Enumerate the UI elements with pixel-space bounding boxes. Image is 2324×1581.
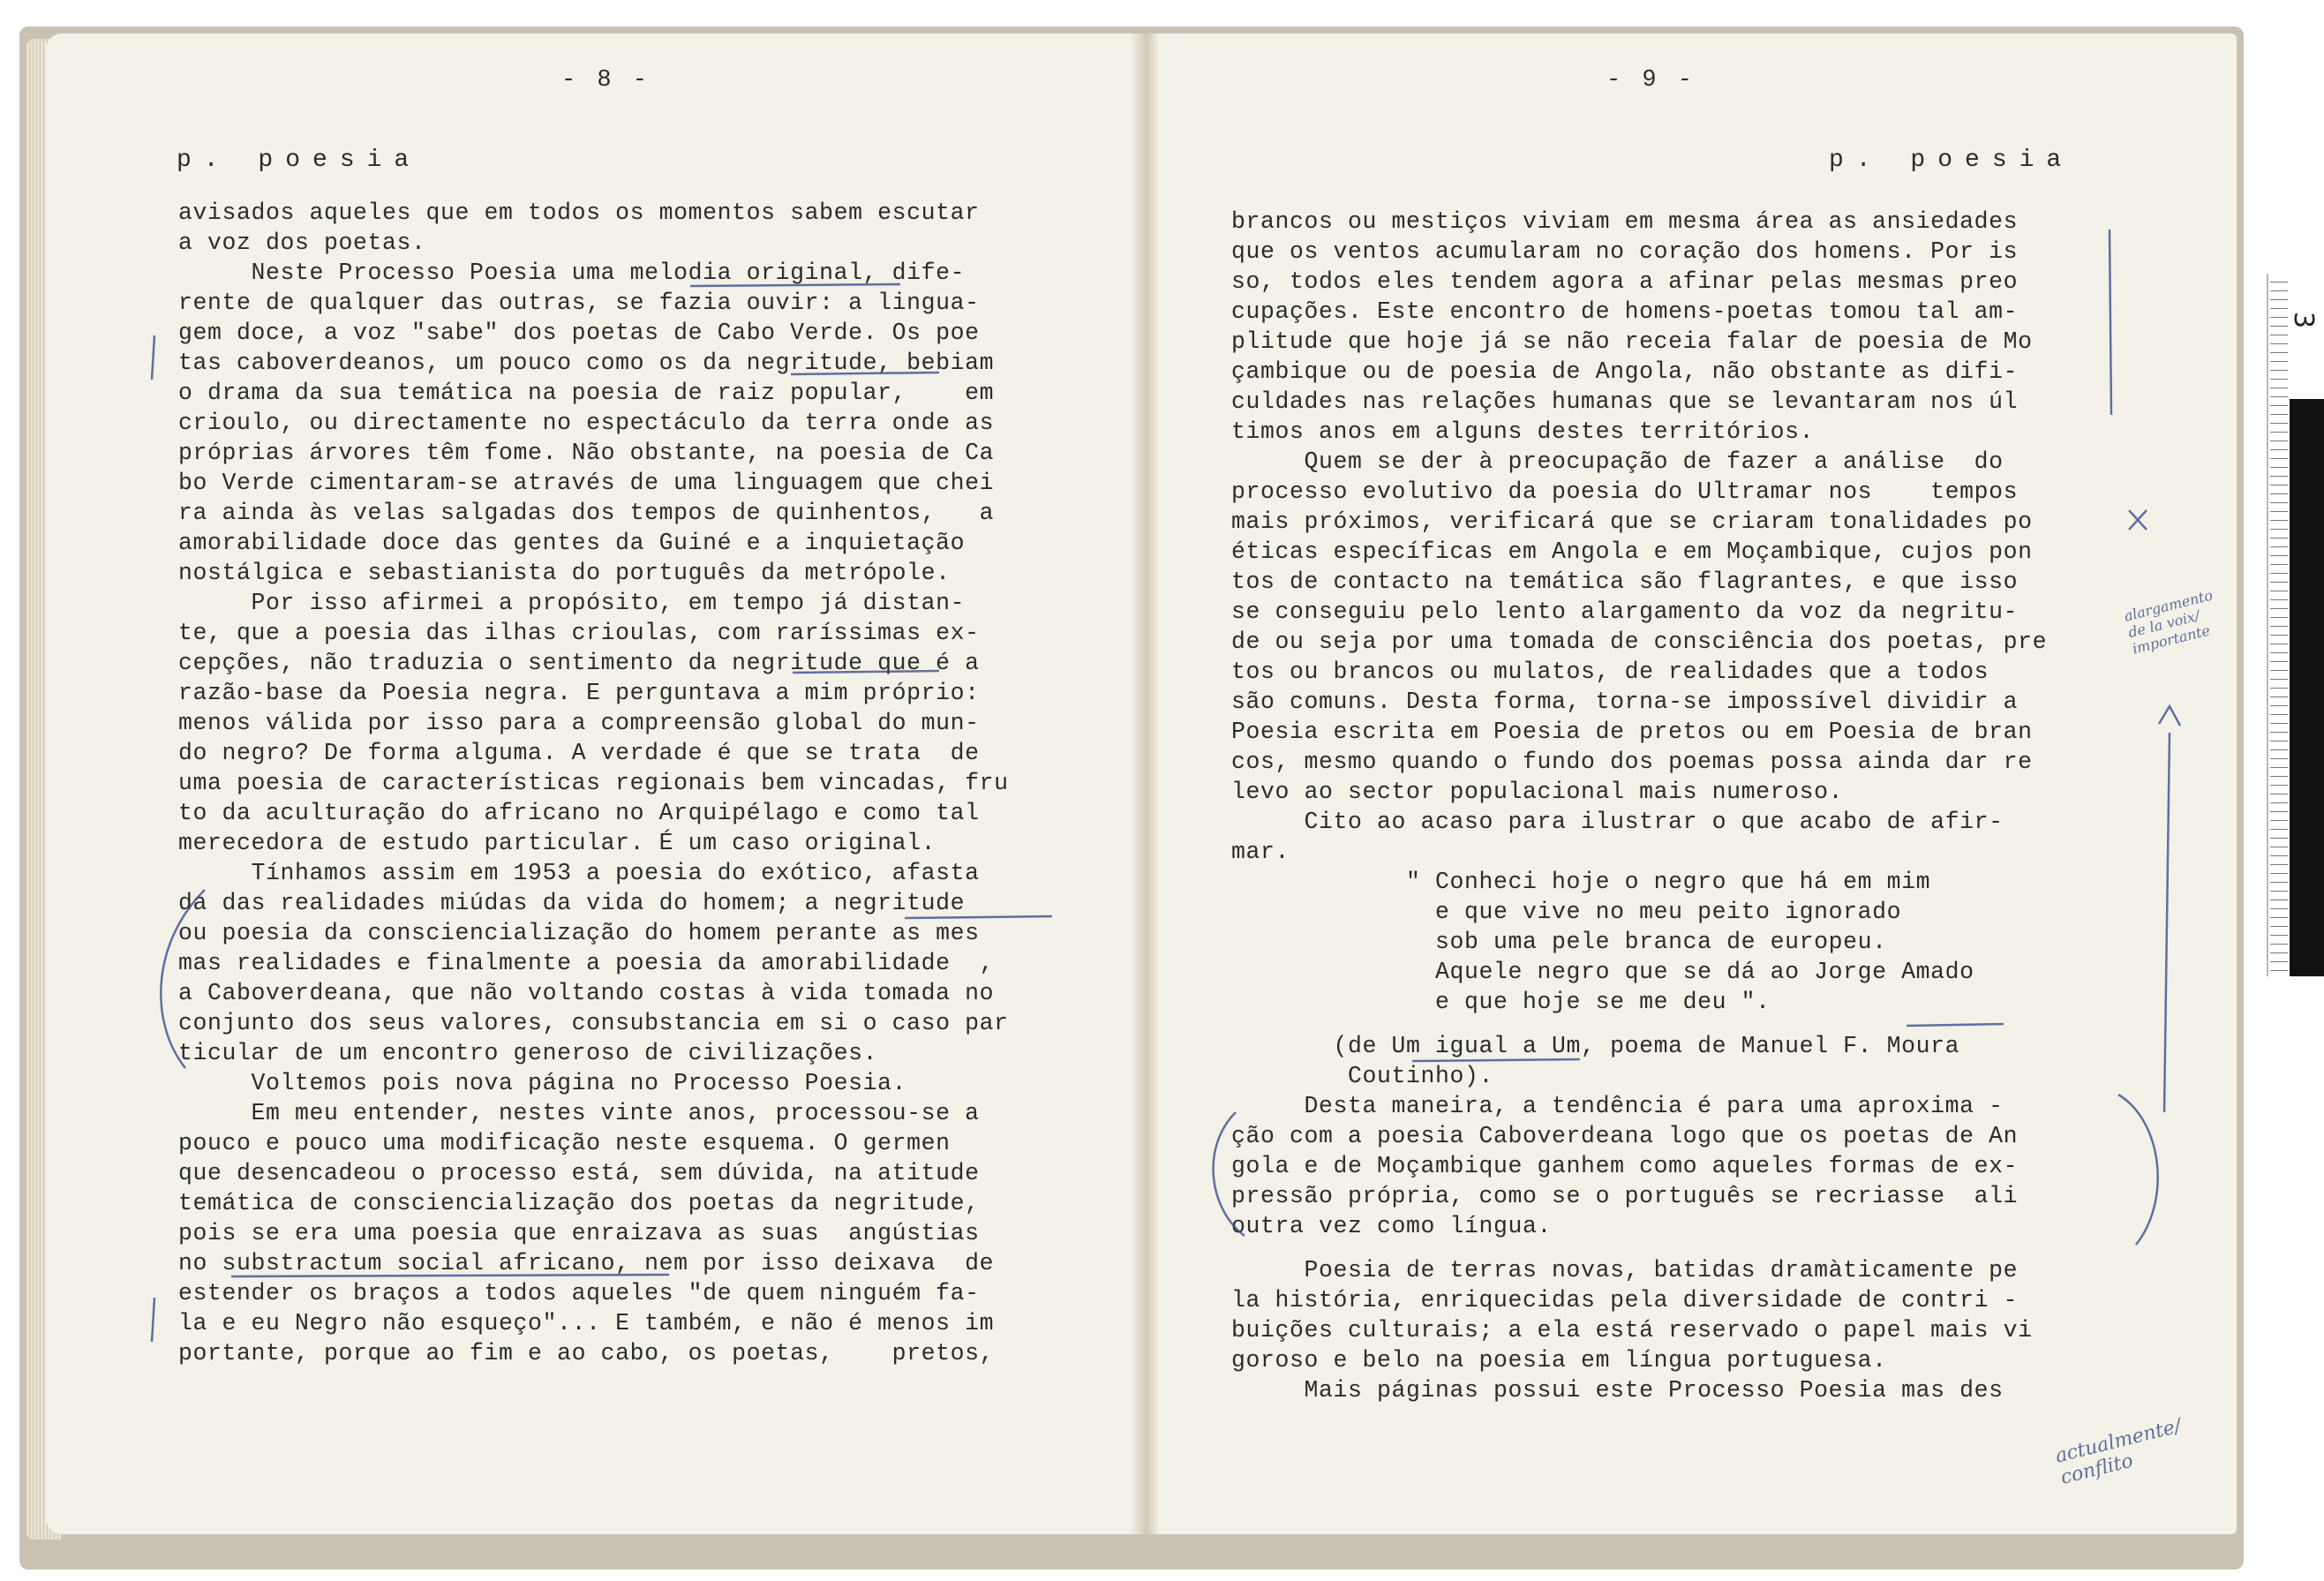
right-line: cupações. Este encontro de homens-poetas tomou tal am-	[1231, 298, 2019, 325]
poem-line: e que vive no meu peito ignorado	[1231, 899, 1902, 925]
right-line: timos anos em alguns destes territórios.	[1231, 418, 1815, 445]
right-line: Poesia escrita em Poesia de pretos ou em Poesia de bran	[1231, 719, 2033, 745]
bracket-mark	[161, 890, 205, 1068]
poem-line: sob uma pele branca de europeu.	[1231, 929, 1887, 955]
left-line: Tínhamos assim em 1953 a poesia do exótico, afasta	[178, 860, 980, 886]
margin-line-mark	[152, 1298, 154, 1342]
bracket-mark	[1214, 1112, 1245, 1236]
left-line: Voltemos pois nova página no Processo Poesia.	[178, 1070, 907, 1096]
left-line: razão-base da Poesia negra. E perguntava a mim próprio:	[178, 680, 980, 706]
margin-note: alargamento de la voix/ importante	[2122, 586, 2215, 658]
right-line: de ou seja por uma tomada de consciência dos poetas, pre	[1231, 629, 2048, 655]
left-line: conjunto dos seus valores, consubstancia em si o caso par	[178, 1010, 1009, 1036]
left-line: la e eu Negro não esqueço"... E também, e não é menos im	[178, 1310, 995, 1336]
right-line: culdades nas relações humanas que se levantaram nos úl	[1231, 388, 2019, 415]
underline-mark	[1412, 1059, 1580, 1061]
left-line: cepções, não traduzia o sentimento da negritude que é a	[178, 650, 980, 676]
ruler-black-band	[2290, 399, 2324, 976]
left-line: ra ainda às velas salgadas dos tempos de quinhentos, a	[178, 500, 995, 526]
left-page-number: - 8 -	[561, 67, 651, 94]
poem-line: e que hoje se me deu ".	[1231, 989, 1771, 1015]
right-page-header: p. poesia	[1829, 147, 2074, 174]
underline-mark	[791, 373, 939, 374]
left-line: próprias árvores têm fome. Não obstante, na poesia de Ca	[178, 440, 995, 466]
underline-mark	[690, 284, 900, 286]
left-line: mas realidades e finalmente a poesia da amorabilidade ,	[178, 950, 995, 976]
poem-citation: (de Um igual a Um, poema de Manuel F. Moura	[1231, 1033, 1960, 1059]
right-line: tos ou brancos ou mulatos, de realidades que a todos	[1231, 659, 1989, 685]
underline-mark	[1907, 1024, 2004, 1026]
left-line: a voz dos poetas.	[178, 230, 426, 256]
left-line: no substractum social africano, nem por isso deixava de	[178, 1250, 995, 1276]
right-line: mais próximos, verificará que se criaram tonalidades po	[1231, 508, 2033, 535]
right-line: são comuns. Desta forma, torna-se impossível dividir a	[1231, 689, 2019, 715]
left-line: rente de qualquer das outras, se fazia ouvir: a lingua-	[178, 290, 980, 316]
poem-line: Aquele negro que se dá ao Jorge Amado	[1231, 959, 1974, 985]
right-line: levo ao sector populacional mais numeroso.	[1231, 779, 1844, 805]
right-line: plitude que hoje já se não receia falar de poesia de Mo	[1231, 328, 2033, 355]
left-line: do negro? De forma alguma. A verdade é que se trata de	[178, 740, 980, 766]
right-line: brancos ou mestiços viviam em mesma área as ansiedades	[1231, 208, 2019, 235]
left-line: que desencadeou o processo está, sem dúvida, na atitude	[178, 1160, 980, 1186]
left-line: ou poesia da consciencialização do homem perante as mes	[178, 920, 980, 946]
left-line: pouco e pouco uma modificação neste esquema. O germen	[178, 1130, 951, 1156]
arrow-mark	[2159, 706, 2180, 726]
left-line: tas caboverdeanos, um pouco como os da negritude, bebiam	[178, 350, 995, 376]
ruler-ticks	[2270, 274, 2288, 976]
left-line: to da aculturação do africano no Arquipélago e como tal	[178, 800, 980, 826]
left-line: menos válida por isso para a compreensão global do mun-	[178, 710, 980, 736]
underline-mark	[231, 1275, 669, 1276]
left-line: gem doce, a voz "sabe" dos poetas de Cabo Verde. Os poe	[178, 320, 980, 346]
right-line: buições culturais; a ela está reservado o papel mais vi	[1231, 1317, 2033, 1344]
margin-line-mark	[2110, 230, 2111, 415]
right-line: pressão própria, como se o português se recriasse ali	[1231, 1183, 2019, 1209]
right-line: Desta maneira, a tendência é para uma aproxima -	[1231, 1093, 2004, 1119]
left-line: merecedora de estudo particular. É um caso original.	[178, 830, 936, 856]
left-line: temática de consciencialização dos poetas da negritude,	[178, 1190, 980, 1216]
ruler-label: 3	[2288, 311, 2320, 329]
right-line: la história, enriquecidas pela diversidade de contri -	[1231, 1287, 2019, 1314]
left-line: te, que a poesia das ilhas crioulas, com raríssimas ex-	[178, 620, 980, 646]
right-line: Mais páginas possui este Processo Poesia mas des	[1231, 1377, 2004, 1404]
arrow-mark	[2164, 733, 2170, 1112]
left-line: a Caboverdeana, que não voltando costas à vida tomada no	[178, 980, 995, 1006]
right-line: Cito ao acaso para ilustrar o que acabo de afir-	[1231, 809, 2004, 835]
left-line: avisados aqueles que em todos os momentos sabem escutar	[178, 200, 980, 226]
right-line: processo evolutivo da poesia do Ultramar nos tempos	[1231, 478, 2019, 505]
left-line: uma poesia de características regionais bem vincadas, fru	[178, 770, 1009, 796]
right-line: çambique ou de poesia de Angola, não obstante as difi-	[1231, 358, 2019, 385]
left-line: da das realidades miúdas da vida do homem; a negritude	[178, 890, 966, 916]
bracket-mark	[2118, 1095, 2158, 1245]
right-line: goroso e belo na poesia em língua portuguesa.	[1231, 1347, 1887, 1374]
underline-mark	[905, 916, 1052, 918]
right-page-number: - 9 -	[1606, 67, 1696, 94]
right-line: cos, mesmo quando o fundo dos poemas possa ainda dar re	[1231, 749, 2033, 775]
left-line: pois se era uma poesia que enraizava as suas angústias	[178, 1220, 980, 1246]
left-line: Neste Processo Poesia uma melodia original, dife-	[178, 260, 966, 286]
left-line: nostálgica e sebastianista do português da metrópole.	[178, 560, 951, 586]
right-line: Poesia de terras novas, batidas dramàticamente pe	[1231, 1257, 2019, 1284]
left-line: ticular de um encontro generoso de civilizações.	[178, 1040, 878, 1066]
right-line: gola e de Moçambique ganhem como aqueles formas de ex-	[1231, 1153, 2019, 1179]
right-line: Quem se der à preocupação de fazer a análise do	[1231, 448, 2004, 475]
left-line: portante, porque ao fim e ao cabo, os poetas, pretos,	[178, 1340, 995, 1366]
left-line: crioulo, ou directamente no espectáculo da terra onde as	[178, 410, 995, 436]
right-line: éticas específicas em Angola e em Moçambique, cujos pon	[1231, 538, 2033, 565]
left-line: estender os braços a todos aqueles "de quem ninguém fa-	[178, 1280, 980, 1306]
cross-mark	[2129, 510, 2147, 530]
left-line: o drama da sua temática na poesia de raiz popular, em	[178, 380, 995, 406]
right-line: ção com a poesia Caboverdeana logo que os poetas de An	[1231, 1123, 2019, 1149]
right-line: se conseguiu pelo lento alargamento da voz da negritu-	[1231, 599, 2019, 625]
underline-mark	[793, 671, 939, 673]
margin-line-mark	[152, 335, 154, 380]
right-line: outra vez como língua.	[1231, 1213, 1553, 1239]
margin-note-bottom: actualmente/ conflito	[2053, 1415, 2184, 1489]
right-line: que os ventos acumularam no coração dos homens. Por is	[1231, 238, 2019, 265]
right-line: mar.	[1231, 839, 1290, 865]
left-line: amorabilidade doce das gentes da Guiné e a inquietação	[178, 530, 966, 556]
right-line: so, todos eles tendem agora a afinar pelas mesmas preo	[1231, 268, 2019, 295]
poem-citation: Coutinho).	[1231, 1063, 1494, 1089]
poem-line: " Conheci hoje o negro que há em mim	[1231, 869, 1931, 895]
left-page-header: p. poesia	[177, 147, 422, 174]
left-line: bo Verde cimentaram-se através de uma linguagem que chei	[178, 470, 995, 496]
left-line: Por isso afirmei a propósito, em tempo já distan-	[178, 590, 966, 616]
left-line: Em meu entender, nestes vinte anos, processou-se a	[178, 1100, 980, 1126]
right-line: tos de contacto na temática são flagrantes, e que isso	[1231, 568, 2019, 595]
